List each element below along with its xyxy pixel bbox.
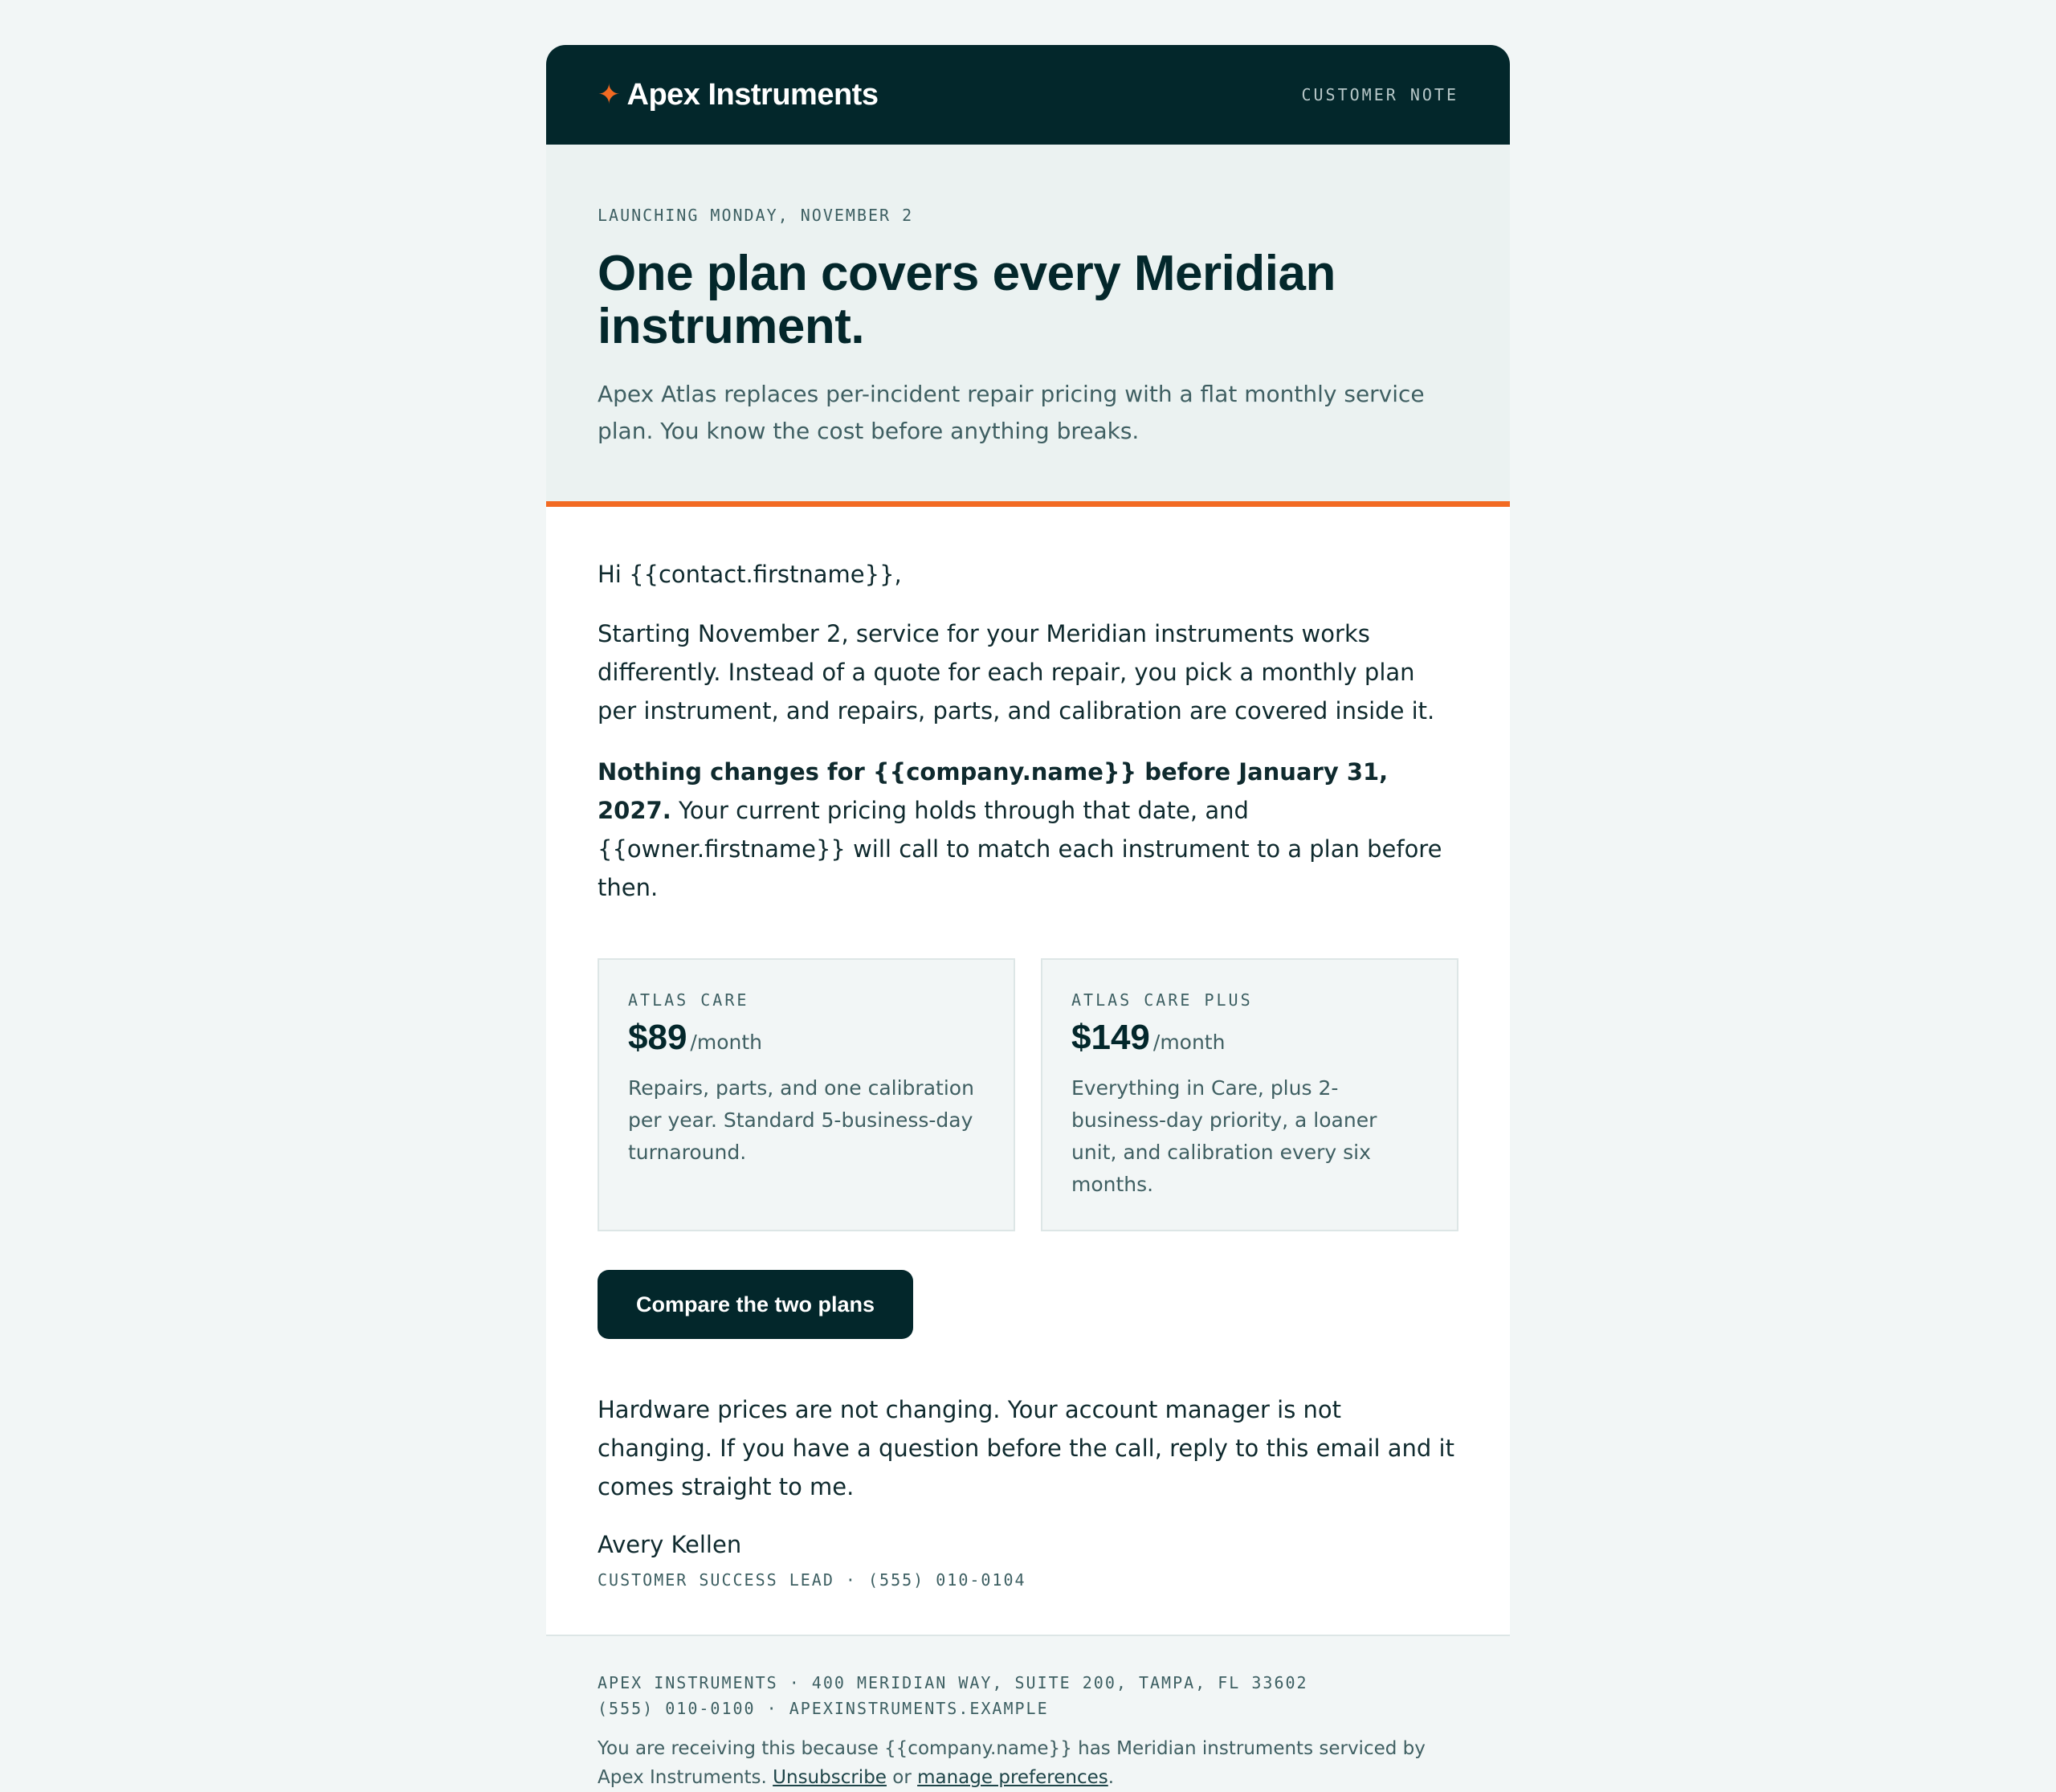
plan-cards xyxy=(598,958,1458,1231)
plan-name: ATLAS CARE PLUS xyxy=(1071,990,1253,1010)
footer-legal xyxy=(598,1734,1458,1792)
plan-period: /month xyxy=(690,1031,762,1054)
footer-address: APEX INSTRUMENTS · 400 MERIDIAN WAY, SUITE 200, TAMPA, FL 33602 xyxy=(598,1673,1308,1692)
brand-name: Apex Instruments xyxy=(626,77,879,112)
intro-paragraph: Starting November 2, service for your Meridian instruments works differently. Instead of a quote for each repair, you pick a monthly plan per instrument, and repairs, parts, and calibration are covered inside it. xyxy=(598,620,1435,725)
plan-card-atlas-care xyxy=(598,958,1015,1231)
footer-legal-text: You are receiving this because {{company.name}} has Meridian instruments serviced by Apex Instruments. xyxy=(598,1738,1426,1788)
hero-section xyxy=(546,145,1510,507)
plan-price-row xyxy=(628,1018,985,1058)
signature-title: CUSTOMER SUCCESS LEAD · (555) 010-0104 xyxy=(598,1570,1026,1590)
lede: Apex Atlas replaces per-incident repair pricing with a flat monthly service plan. You know the cost before anything breaks. xyxy=(598,381,1425,444)
greeting: Hi {{contact.firstname}}, xyxy=(598,561,902,588)
sparkle-icon: ✦ xyxy=(598,79,621,111)
pricing-details: Your current pricing holds through that date, and {{owner.firstname}} will call to match each instrument to a plan before then. xyxy=(598,797,1442,901)
email-footer xyxy=(546,1635,1510,1792)
plan-price: $89 xyxy=(628,1018,687,1057)
note-tag: CUSTOMER NOTE xyxy=(1301,85,1458,104)
footer-contact: (555) 010-0100 · APEXINSTRUMENTS.EXAMPLE xyxy=(598,1699,1049,1718)
plan-price-row xyxy=(1071,1018,1428,1058)
email-body xyxy=(546,507,1510,1635)
brand xyxy=(598,78,878,112)
manage-preferences-link[interactable]: manage preferences xyxy=(917,1767,1108,1788)
plan-period: /month xyxy=(1152,1031,1226,1054)
email-container xyxy=(546,45,1510,1792)
closing-paragraph: Hardware prices are not changing. Your account manager is not changing. If you have a question before the call, reply to this email and it comes straight to me. xyxy=(598,1396,1454,1500)
unsubscribe-link[interactable]: Unsubscribe xyxy=(773,1767,887,1788)
email-header xyxy=(546,45,1510,145)
headline: One plan covers every Meridian instrument. xyxy=(598,246,1336,354)
pricing-paragraph xyxy=(598,753,1458,907)
launch-eyebrow: LAUNCHING MONDAY, NOVEMBER 2 xyxy=(598,206,914,225)
signature-name: Avery Kellen xyxy=(598,1531,742,1558)
plan-price: $149 xyxy=(1071,1018,1150,1057)
plan-description: Repairs, parts, and one calibration per year. Standard 5-business-day turnaround. xyxy=(628,1076,974,1164)
compare-plans-button[interactable]: Compare the two plans xyxy=(598,1270,913,1339)
plan-name: ATLAS CARE xyxy=(628,990,749,1010)
footer-or-text: or xyxy=(886,1767,918,1788)
pricing-highlight: Nothing changes for {{company.name}} before January 31, 2027. xyxy=(598,758,1389,824)
plan-card-atlas-care-plus xyxy=(1041,958,1458,1231)
footer-end-text: . xyxy=(1108,1767,1115,1788)
plan-description: Everything in Care, plus 2-business-day priority, a loaner unit, and calibration every six months. xyxy=(1071,1076,1377,1196)
